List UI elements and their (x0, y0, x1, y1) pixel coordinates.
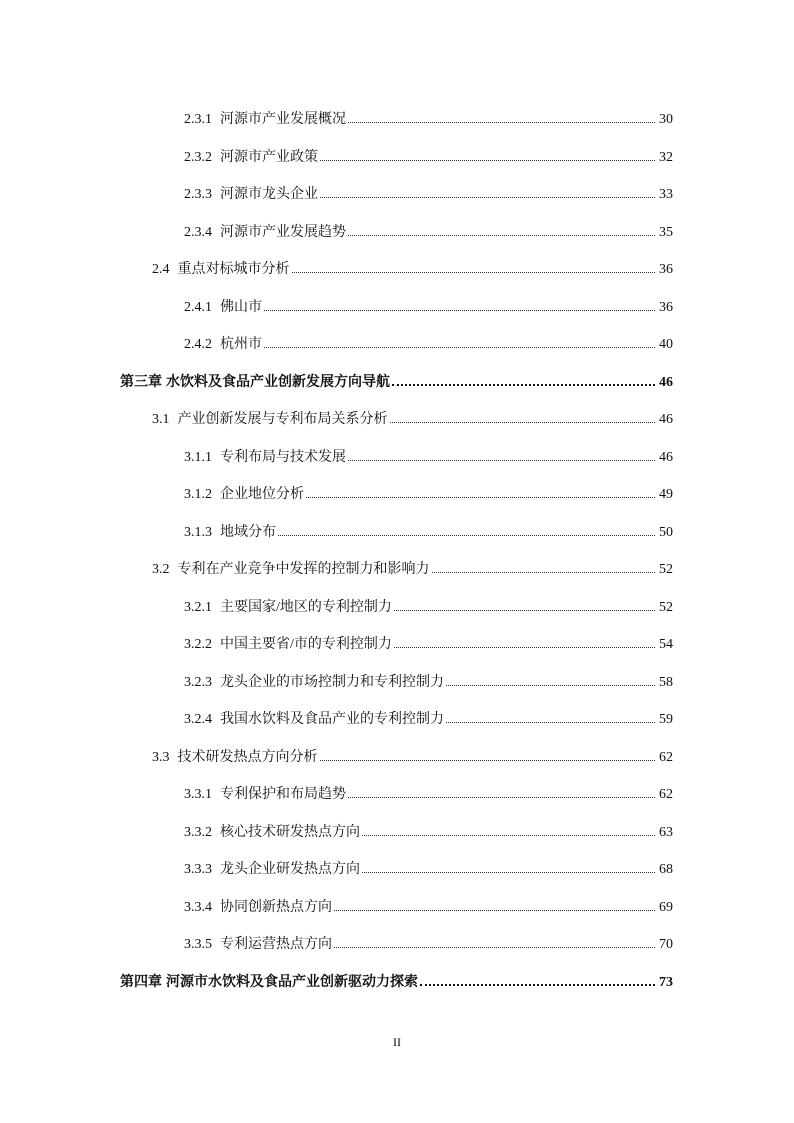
toc-entry-label (184, 598, 392, 618)
toc-entry-title: 专利布局与技术发展 (220, 449, 346, 465)
toc-entry[interactable] (152, 560, 673, 580)
toc-chapter-entry[interactable] (120, 973, 673, 993)
toc-entry[interactable] (184, 935, 673, 955)
toc-entry-label (184, 898, 332, 918)
toc-entry-label (152, 748, 318, 768)
toc-entry[interactable] (184, 823, 673, 843)
toc-entry-title: 佛山市 (220, 299, 262, 315)
toc-entry-label (152, 410, 388, 430)
toc-entry[interactable] (184, 110, 673, 130)
toc-entry[interactable] (184, 673, 673, 693)
toc-entry-page: 32 (659, 149, 673, 165)
toc-entry-title: 龙头企业的市场控制力和专利控制力 (220, 674, 444, 690)
toc-dot-leader (394, 609, 655, 611)
toc-entry-title: 企业地位分析 (220, 487, 304, 502)
toc-entry-title: 我国水饮料及食品产业的专利控制力 (220, 712, 444, 727)
toc-entry-title: 协同创新热点方向 (220, 899, 332, 915)
toc-dot-leader (306, 496, 655, 498)
toc-entry-number: 第四章 (120, 974, 162, 990)
toc-dot-leader (334, 909, 655, 911)
toc-entry-number: 2.4.1 (184, 299, 212, 315)
toc-entry-page: 35 (659, 224, 673, 240)
toc-entry-label (184, 448, 346, 468)
toc-entry-title: 专利运营热点方向 (220, 937, 332, 952)
toc-entry-number: 2.3.3 (184, 187, 212, 202)
toc-entry[interactable] (184, 898, 673, 918)
toc-entry-label (184, 110, 346, 130)
toc-entry-page: 69 (659, 899, 673, 915)
toc-entry[interactable] (184, 635, 673, 655)
toc-dot-leader (348, 121, 655, 123)
toc-entry-label (120, 973, 418, 993)
toc-entry[interactable] (152, 260, 673, 280)
toc-dot-leader (362, 871, 655, 873)
toc-entry[interactable] (184, 785, 673, 805)
toc-entry[interactable] (184, 710, 673, 730)
toc-entry-number: 2.3.4 (184, 224, 212, 240)
toc-entry-label (152, 260, 290, 280)
toc-entry-page: 46 (659, 449, 673, 465)
toc-dot-leader (420, 983, 655, 986)
toc-entry-page: 46 (659, 412, 673, 427)
toc-entry-label (184, 148, 318, 168)
toc-entry-page: 36 (659, 299, 673, 315)
toc-entry-number: 3.2.4 (184, 712, 212, 727)
toc-dot-leader (264, 346, 655, 348)
toc-dot-leader (278, 534, 655, 536)
toc-dot-leader (362, 834, 655, 836)
toc-entry-page: 73 (659, 974, 673, 990)
toc-entry-number: 3.1.1 (184, 449, 212, 465)
toc-dot-leader (320, 159, 655, 161)
toc-entry-title: 龙头企业研发热点方向 (220, 862, 360, 877)
toc-entry-label (184, 785, 346, 805)
toc-entry-title: 核心技术研发热点方向 (220, 824, 360, 840)
toc-entry-title: 技术研发热点方向分析 (177, 749, 318, 765)
toc-dot-leader (432, 571, 656, 573)
toc-entry-label (152, 560, 430, 580)
toc-entry-title: 河源市水饮料及食品产业创新驱动力探索 (166, 974, 418, 990)
toc-entry-page: 70 (659, 937, 673, 952)
toc-entry-label (184, 823, 360, 843)
toc-entry[interactable] (184, 298, 673, 318)
toc-entry-page: 46 (659, 374, 673, 390)
toc-entry-page: 40 (659, 337, 673, 352)
toc-dot-leader (348, 234, 655, 236)
toc-entry[interactable] (184, 485, 673, 505)
toc-dot-leader (392, 383, 655, 386)
toc-entry-label (120, 373, 390, 393)
toc-entry-title: 重点对标城市分析 (177, 262, 290, 277)
toc-entry-label (184, 635, 392, 655)
toc-entry-number: 3.3.5 (184, 937, 212, 952)
toc-entry-number: 3.3.4 (184, 899, 212, 915)
toc-dot-leader (348, 796, 655, 798)
toc-entry-page: 50 (659, 524, 673, 540)
toc-entry-page: 54 (659, 637, 673, 652)
toc-entry-title: 杭州市 (220, 337, 262, 352)
toc-entry-label (184, 860, 360, 880)
toc-entry-number: 第三章 (120, 374, 162, 390)
toc-entry[interactable] (184, 523, 673, 543)
toc-entry-page: 59 (659, 712, 673, 727)
toc-entry-title: 河源市产业发展概况 (220, 112, 346, 127)
toc-entry-page: 30 (659, 112, 673, 127)
toc-entry-title: 专利在产业竞争中发挥的控制力和影响力 (177, 562, 430, 577)
toc-dot-leader (292, 271, 656, 273)
page-number-footer: II (393, 1035, 401, 1049)
toc-entry-number: 3.1.3 (184, 524, 212, 540)
toc-entry-number: 3.2 (152, 562, 170, 577)
toc-entry-title: 河源市产业政策 (220, 149, 318, 165)
toc-entry-page: 52 (659, 599, 673, 615)
toc-entry-number: 3.3 (152, 749, 170, 765)
toc-dot-leader (334, 946, 655, 948)
toc-entry[interactable] (184, 860, 673, 880)
toc-entry-page: 58 (659, 674, 673, 690)
toc-entry-label (184, 935, 332, 955)
toc-entry-title: 河源市产业发展趋势 (220, 224, 346, 240)
toc-entry-label (184, 523, 276, 543)
toc-entry[interactable] (152, 410, 673, 430)
toc-entry-label (184, 710, 444, 730)
toc-entry-page: 62 (659, 749, 673, 765)
toc-entry-page: 62 (659, 787, 673, 802)
toc-entry-title: 地域分布 (220, 524, 276, 540)
toc-entry-number: 3.1.2 (184, 487, 212, 502)
toc-entry-number: 3.3.3 (184, 862, 212, 877)
toc-entry-label (184, 185, 318, 205)
toc-chapter-entry[interactable] (120, 373, 673, 393)
toc-entry[interactable] (184, 185, 673, 205)
toc-dot-leader (348, 459, 655, 461)
toc-entry-label (184, 335, 262, 355)
toc-entry-title: 产业创新发展与专利布局关系分析 (177, 412, 388, 427)
toc-entry-title: 河源市龙头企业 (220, 187, 318, 202)
toc-entry-number: 3.3.1 (184, 787, 212, 802)
toc-entry[interactable] (184, 598, 673, 618)
toc-entry-number: 3.2.2 (184, 637, 212, 652)
toc-entry-page: 36 (659, 262, 673, 277)
toc-dot-leader (320, 196, 655, 198)
toc-dot-leader (394, 646, 655, 648)
toc-entry-number: 2.3.1 (184, 112, 212, 127)
toc-dot-leader (264, 309, 655, 311)
toc-dot-leader (446, 721, 655, 723)
toc-entry-number: 3.1 (152, 412, 170, 427)
toc-entry[interactable] (152, 748, 673, 768)
toc-entry-page: 33 (659, 187, 673, 202)
toc-entry-title: 专利保护和布局趋势 (220, 787, 346, 802)
toc-dot-leader (320, 759, 656, 761)
toc-entry[interactable] (184, 148, 673, 168)
toc-entry-title: 主要国家/地区的专利控制力 (220, 599, 392, 615)
toc-entry-number: 2.3.2 (184, 149, 212, 165)
toc-entry-page: 52 (659, 562, 673, 577)
toc-dot-leader (390, 421, 656, 423)
toc-entry-page: 68 (659, 862, 673, 877)
toc-entry[interactable] (184, 335, 673, 355)
toc-entry-number: 3.2.1 (184, 599, 212, 615)
toc-entry-number: 3.2.3 (184, 674, 212, 690)
toc-entry-title: 中国主要省/市的专利控制力 (220, 637, 392, 652)
toc-entry-page: 49 (659, 487, 673, 502)
toc-entry-page: 63 (659, 824, 673, 840)
toc-entry-number: 2.4 (152, 262, 170, 277)
toc-entry-label (184, 485, 304, 505)
toc-dot-leader (446, 684, 655, 686)
toc-entry-number: 3.3.2 (184, 824, 212, 840)
toc-entry-label (184, 223, 346, 243)
toc-entry-number: 2.4.2 (184, 337, 212, 352)
toc-entry-title: 水饮料及食品产业创新发展方向导航 (166, 374, 390, 390)
toc-entry[interactable] (184, 448, 673, 468)
toc-entry-label (184, 673, 444, 693)
toc-entry-label (184, 298, 262, 318)
toc-entry[interactable] (184, 223, 673, 243)
